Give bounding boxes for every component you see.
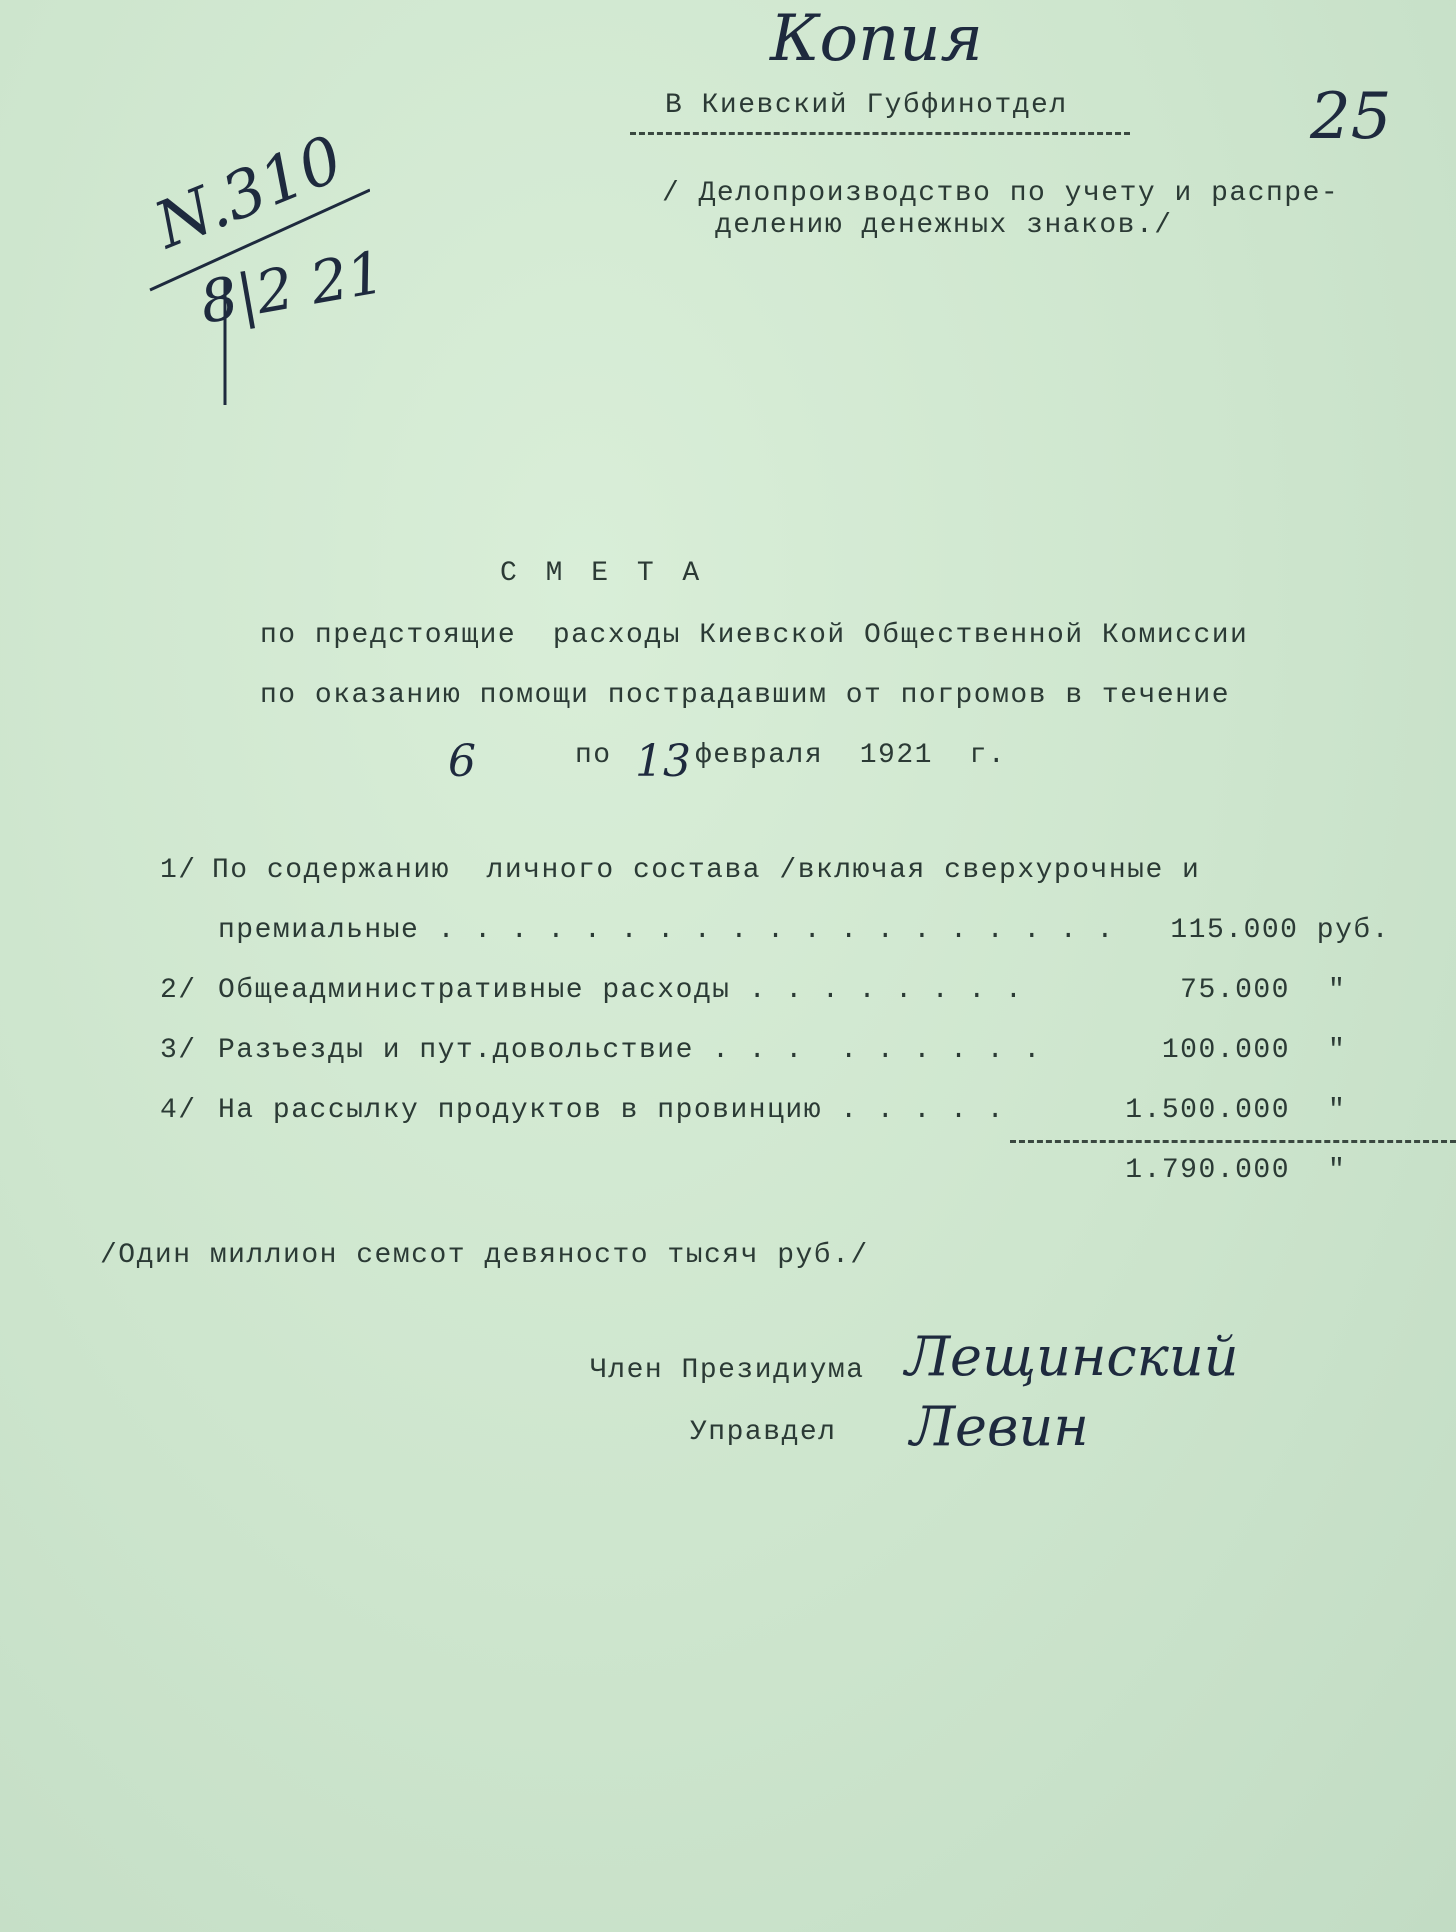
item-2-unit: " bbox=[1328, 975, 1347, 1006]
item-3-amount: 100.000 bbox=[1161, 1035, 1290, 1066]
kopia-handwritten: Копия bbox=[770, 2, 983, 76]
item-1-number: 1/ bbox=[160, 855, 197, 886]
item-2-text: Общеадминистративные расходы . . . . . . . . bbox=[218, 975, 1024, 1006]
manager-label: Управдел bbox=[690, 1417, 837, 1448]
total-amount: 1.790.000 bbox=[1125, 1155, 1290, 1186]
item-4-number: 4/ bbox=[160, 1095, 197, 1126]
total-in-words: /Один миллион семсот девяносто тысяч руб./ bbox=[100, 1240, 869, 1271]
title-line-2: по оказанию помощи пострадавшим от погромов в течение bbox=[260, 680, 1231, 711]
item-4-amount: 1.500.000 bbox=[1125, 1095, 1290, 1126]
registration-date: 8|2 21 bbox=[195, 237, 390, 337]
item-3-unit: " bbox=[1328, 1035, 1347, 1066]
item-1-text: По содержанию личного состава /включая сверхурочные и bbox=[212, 855, 1201, 886]
page-number-handwritten: 25 bbox=[1310, 80, 1392, 154]
document-title: С М Е Т А bbox=[500, 558, 706, 589]
title-line-1: по предстоящие расходы Киевской Общественной Комиссии bbox=[260, 620, 1249, 651]
item-4-unit: " bbox=[1328, 1095, 1347, 1126]
item-4-text: На рассылку продуктов в провинцию . . . . . bbox=[218, 1095, 1006, 1126]
item-1-amount: 115.000 руб. bbox=[1170, 915, 1390, 946]
item-3-text: Разъезды и пут.довольствие . . . . . . . . . bbox=[218, 1035, 1042, 1066]
addressee-underline bbox=[630, 132, 1130, 135]
item-3-number: 3/ bbox=[160, 1035, 197, 1066]
period-from: 6 bbox=[448, 736, 476, 787]
registration-number: N.310 bbox=[145, 122, 353, 264]
stamp-lines bbox=[130, 170, 370, 410]
item-1-continuation: премиальные . . . . . . . . . . . . . . . . . . . bbox=[218, 915, 1115, 946]
total-unit: " bbox=[1328, 1155, 1347, 1186]
period-to: 13 bbox=[635, 736, 691, 787]
department-line-1: / Делопроизводство по учету и распре- bbox=[662, 178, 1340, 209]
department-line-2: делению денежных знаков./ bbox=[715, 210, 1173, 241]
period-mid: по bbox=[575, 740, 612, 771]
member-label: Член Президиума bbox=[590, 1355, 865, 1386]
total-separator bbox=[1010, 1140, 1456, 1143]
addressee: В Киевский Губфинотдел bbox=[665, 90, 1068, 121]
item-2-amount: 75.000 bbox=[1180, 975, 1290, 1006]
manager-signature: Левин bbox=[910, 1395, 1089, 1458]
item-2-number: 2/ bbox=[160, 975, 197, 1006]
member-signature: Лещинский bbox=[905, 1325, 1239, 1388]
period-rest: февраля 1921 г. bbox=[695, 740, 1007, 771]
